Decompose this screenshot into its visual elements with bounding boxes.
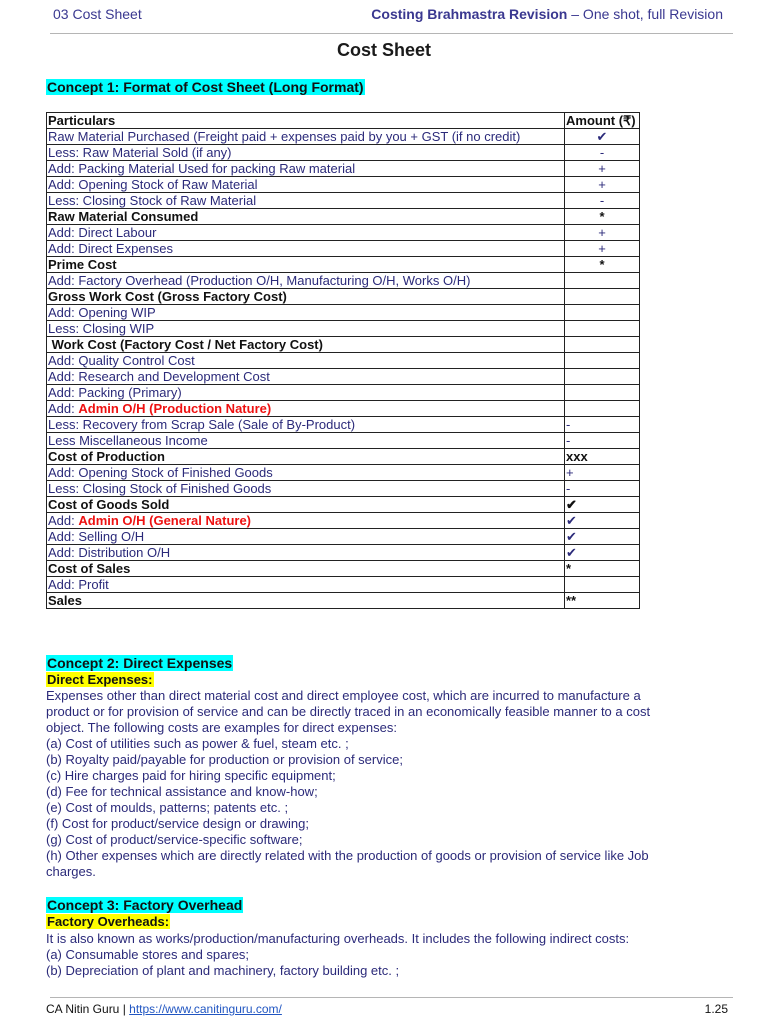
footer-website-link[interactable]: https://www.canitinguru.com/ (129, 1002, 282, 1016)
row-particulars-text: Add: (48, 401, 79, 416)
table-row (47, 353, 640, 369)
table-row (47, 289, 640, 305)
table-row (47, 321, 640, 337)
table-row (47, 529, 640, 545)
concept1-heading-text: Concept 1: Format of Cost Sheet (Long Format) (47, 79, 364, 95)
row-amount (565, 289, 640, 305)
text-line: (e) Cost of moulds, patterns; patents etc. ; (46, 800, 289, 815)
row-amount: - (565, 417, 640, 433)
row-particulars (47, 545, 565, 561)
concept2-body (46, 688, 723, 880)
concept3-body (46, 931, 723, 979)
table-header-row (47, 113, 640, 129)
row-particulars (47, 353, 565, 369)
row-amount: ✔ (565, 129, 640, 145)
concept3-heading (46, 897, 243, 913)
footer-author: CA Nitin Guru | (46, 1002, 130, 1016)
row-particulars-text: Add: Packing (Primary) (48, 385, 182, 400)
text-line: (h) Other expenses which are directly related with the production of goods or provision of service like Job (46, 848, 649, 863)
text-line: It is also known as works/production/manufacturing overheads. It includes the following indirect costs: (46, 931, 630, 946)
row-particulars-text: Add: Profit (48, 577, 109, 592)
row-particulars-text: Add: Packing Material Used for packing Raw material (48, 161, 356, 176)
row-amount: * (565, 561, 640, 577)
table-row (47, 177, 640, 193)
row-particulars-text: Add: Factory Overhead (Production O/H, Manufacturing O/H, Works O/H) (48, 273, 471, 288)
row-particulars-text: Raw Material Consumed (48, 209, 199, 224)
row-particulars-text: Add: Direct Expenses (48, 241, 174, 256)
row-particulars-text: Add: (48, 513, 79, 528)
row-amount: * (565, 209, 640, 225)
table-row (47, 433, 640, 449)
header-book-title (371, 6, 723, 22)
row-particulars (47, 209, 565, 225)
row-particulars-text: Add: Distribution O/H (48, 545, 171, 560)
table-row (47, 305, 640, 321)
row-particulars (47, 321, 565, 337)
table-row (47, 209, 640, 225)
row-particulars-text: Cost of Sales (48, 561, 131, 576)
row-amount: - (565, 481, 640, 497)
row-particulars (47, 241, 565, 257)
row-particulars-text: Add: Quality Control Cost (48, 353, 195, 368)
table-row (47, 401, 640, 417)
row-particulars-text: Cost of Production (48, 449, 165, 464)
row-particulars-text: Add: Opening Stock of Raw Material (48, 177, 258, 192)
table-row (47, 449, 640, 465)
concept1-heading (46, 79, 365, 95)
table-row (47, 257, 640, 273)
row-particulars (47, 561, 565, 577)
text-line: (f) Cost for product/service design or drawing; (46, 816, 309, 831)
row-particulars (47, 401, 565, 417)
row-particulars-text: Gross Work Cost (Gross Factory Cost) (48, 289, 287, 304)
row-particulars-text: Raw Material Purchased (Freight paid + expenses paid by you + GST (if no credit) (48, 129, 521, 144)
row-amount: - (565, 193, 640, 209)
row-particulars (47, 145, 565, 161)
row-amount: xxx (565, 449, 640, 465)
table-row (47, 241, 640, 257)
row-particulars (47, 417, 565, 433)
row-particulars (47, 273, 565, 289)
row-particulars-highlight: Admin O/H (Production Nature) (78, 401, 272, 416)
table-row (47, 129, 640, 145)
text-line: product or for provision of service and can be directly traced in an economically feasible manner to a cost (46, 704, 651, 719)
table-row (47, 417, 640, 433)
text-line: (a) Cost of utilities such as power & fuel, steam etc. ; (46, 736, 349, 751)
row-particulars-text: Cost of Goods Sold (48, 497, 170, 512)
table-row (47, 193, 640, 209)
row-amount: + (565, 225, 640, 241)
row-particulars (47, 529, 565, 545)
row-amount (565, 369, 640, 385)
row-particulars-text: Less: Raw Material Sold (if any) (48, 145, 232, 160)
row-particulars-highlight: Admin O/H (General Nature) (78, 513, 251, 528)
concept2-subheading (46, 672, 154, 687)
row-amount (565, 577, 640, 593)
row-particulars (47, 193, 565, 209)
header-chapter: 03 Cost Sheet (53, 6, 142, 22)
row-particulars-text: Less Miscellaneous Income (48, 433, 208, 448)
row-particulars-text: Less: Closing Stock of Finished Goods (48, 481, 272, 496)
row-amount: ** (565, 593, 640, 609)
row-particulars (47, 465, 565, 481)
page-number: 1.25 (704, 1002, 728, 1016)
row-particulars-text: Prime Cost (48, 257, 117, 272)
concept3-subheading (46, 914, 170, 929)
concept3-heading-text: Concept 3: Factory Overhead (47, 897, 243, 913)
page-title: Cost Sheet (336, 40, 432, 60)
header-amount: Amount (₹) (565, 113, 640, 129)
row-amount (565, 337, 640, 353)
row-particulars-text: Less: Recovery from Scrap Sale (Sale of By-Product) (48, 417, 356, 432)
page-header (53, 6, 723, 26)
row-particulars (47, 577, 565, 593)
text-line: (c) Hire charges paid for hiring specific equipment; (46, 768, 336, 783)
row-amount: - (565, 433, 640, 449)
table-row (47, 369, 640, 385)
row-amount (565, 401, 640, 417)
row-amount: ✔ (565, 497, 640, 513)
footer-divider (50, 997, 733, 998)
row-particulars (47, 385, 565, 401)
row-amount: * (565, 257, 640, 273)
row-particulars (47, 177, 565, 193)
row-particulars (47, 369, 565, 385)
row-particulars (47, 481, 565, 497)
table-row (47, 577, 640, 593)
row-particulars (47, 433, 565, 449)
row-amount (565, 305, 640, 321)
table-row (47, 593, 640, 609)
cost-sheet-table (46, 112, 640, 609)
table-row (47, 481, 640, 497)
row-particulars (47, 337, 565, 353)
table-row (47, 561, 640, 577)
row-particulars (47, 161, 565, 177)
header-particulars: Particulars (47, 113, 565, 129)
concept2-heading (46, 655, 233, 671)
text-line: (b) Royalty paid/payable for production or provision of service; (46, 752, 403, 767)
row-amount: ✔ (565, 545, 640, 561)
row-particulars-text: Add: Selling O/H (48, 529, 145, 544)
table-row (47, 497, 640, 513)
row-particulars (47, 225, 565, 241)
row-particulars (47, 497, 565, 513)
row-amount (565, 385, 640, 401)
concept2-subheading-text: Direct Expenses: (47, 672, 153, 687)
text-line: (b) Depreciation of plant and machinery, factory building etc. ; (46, 963, 400, 978)
text-line: object. The following costs are examples for direct expenses: (46, 720, 397, 735)
row-amount: ✔ (565, 513, 640, 529)
row-amount: ✔ (565, 529, 640, 545)
table-row (47, 273, 640, 289)
row-amount: + (565, 161, 640, 177)
table-row (47, 337, 640, 353)
table-row (47, 161, 640, 177)
row-particulars-text: Less: Closing Stock of Raw Material (48, 193, 257, 208)
row-amount: + (565, 241, 640, 257)
concept3-subheading-text: Factory Overheads: (47, 914, 170, 929)
row-amount: + (565, 465, 640, 481)
row-particulars (47, 129, 565, 145)
row-particulars (47, 305, 565, 321)
concept2-heading-text: Concept 2: Direct Expenses (47, 655, 233, 671)
header-book-title-rest: – One shot, full Revision (567, 6, 723, 22)
table-body (47, 129, 640, 609)
table-row (47, 225, 640, 241)
row-particulars-text: Add: Research and Development Cost (48, 369, 270, 384)
row-particulars-text: Add: Direct Labour (48, 225, 157, 240)
header-divider (50, 33, 733, 34)
table-row (47, 465, 640, 481)
row-particulars-text: Work Cost (Factory Cost / Net Factory Cost) (48, 337, 323, 352)
text-line: (g) Cost of product/service-specific software; (46, 832, 303, 847)
row-particulars-text: Add: Opening WIP (48, 305, 156, 320)
header-book-title-bold: Costing Brahmastra Revision (371, 6, 568, 22)
row-amount: - (565, 145, 640, 161)
row-particulars (47, 289, 565, 305)
row-amount: + (565, 177, 640, 193)
row-particulars-text: Sales (48, 593, 82, 608)
table-row (47, 545, 640, 561)
row-particulars (47, 449, 565, 465)
row-particulars-text: Add: Opening Stock of Finished Goods (48, 465, 273, 480)
table-row (47, 513, 640, 529)
row-amount (565, 321, 640, 337)
row-amount (565, 273, 640, 289)
text-line: (a) Consumable stores and spares; (46, 947, 250, 962)
page-footer (46, 1002, 728, 1016)
row-particulars (47, 593, 565, 609)
row-particulars (47, 513, 565, 529)
row-particulars-text: Less: Closing WIP (48, 321, 155, 336)
row-particulars (47, 257, 565, 273)
table-row (47, 385, 640, 401)
row-amount (565, 353, 640, 369)
text-line: Expenses other than direct material cost and direct employee cost, which are incurred to manufacture a (46, 688, 641, 703)
table-row (47, 145, 640, 161)
text-line: charges. (46, 864, 96, 879)
text-line: (d) Fee for technical assistance and know-how; (46, 784, 318, 799)
